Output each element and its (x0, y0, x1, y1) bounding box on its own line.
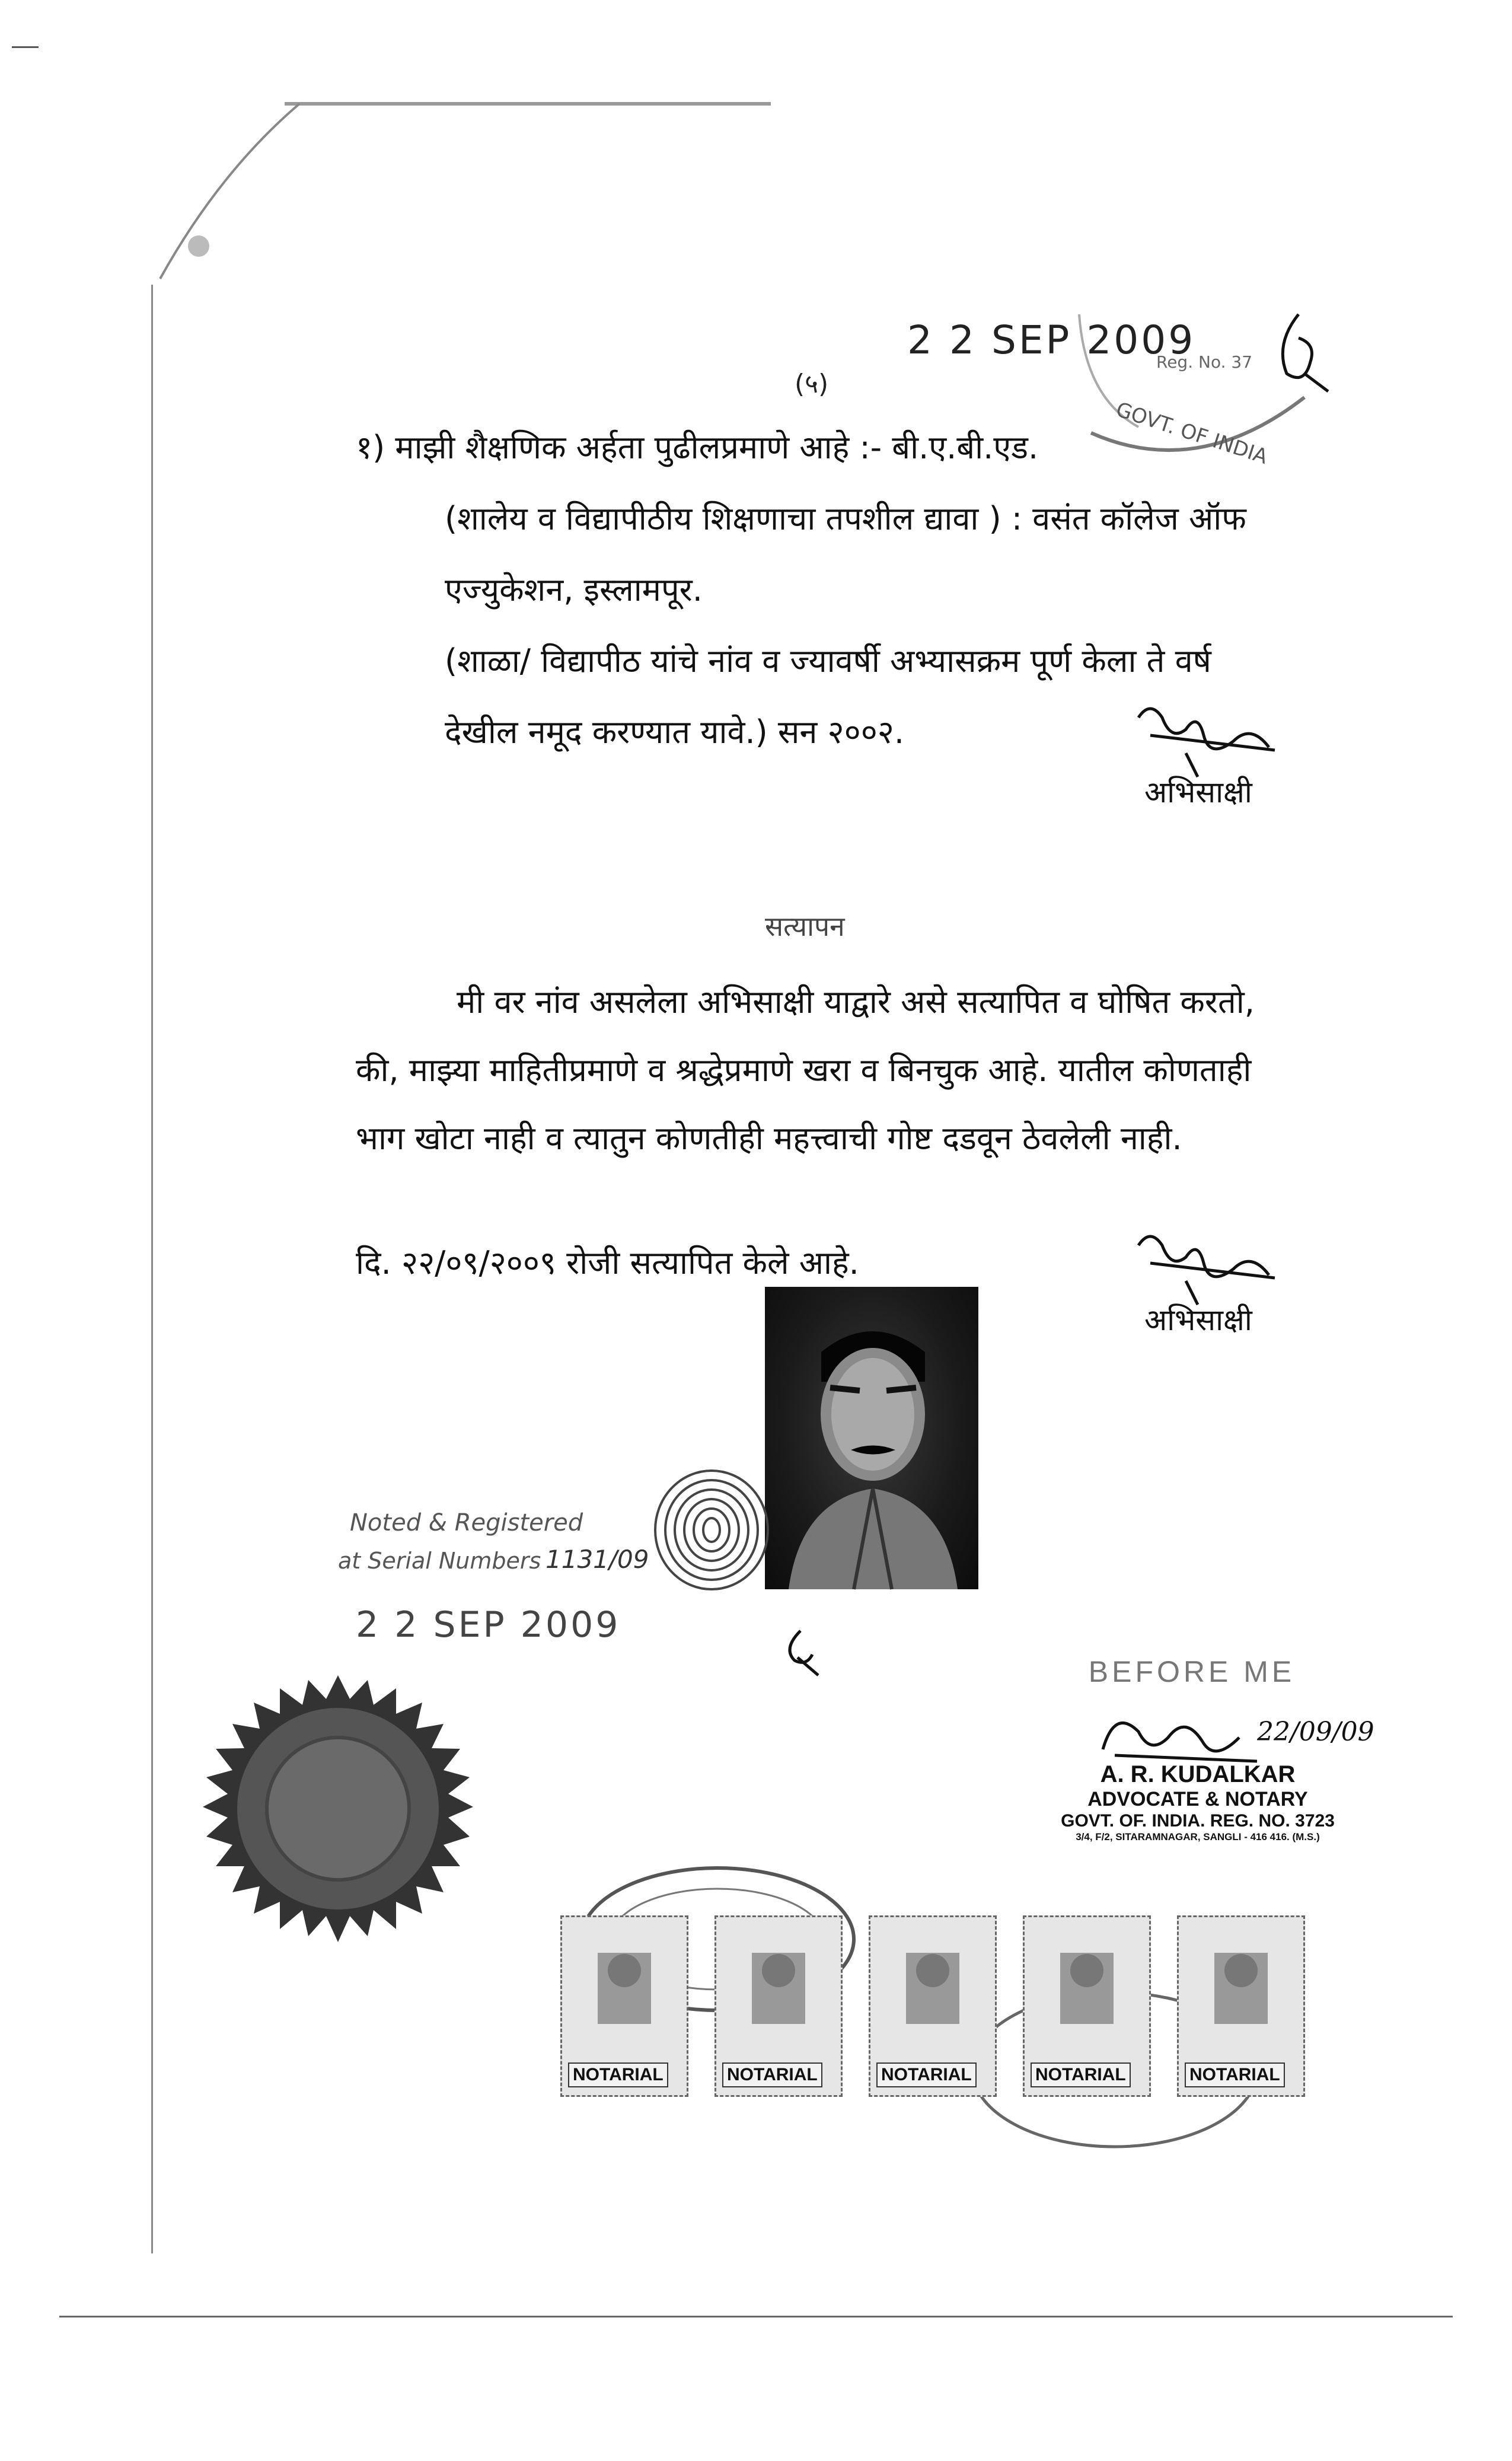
scan-edge-bottom (59, 2316, 1453, 2317)
verification-line-2: की, माझ्या माहितीप्रमाणे व श्रद्धेप्रमाणे खरा व बिनचुक आहे. यातील कोणताही (356, 1051, 1252, 1089)
qualification-line-5: देखील नमूद करण्यात यावे.) सन २००२. (445, 713, 905, 751)
photo-portrait (765, 1287, 978, 1589)
noted-serial-label: at Serial Numbers (338, 1548, 541, 1574)
verification-line-3: भाग खोटा नाही व त्यातुन कोणतीही महत्त्वाची गोष्ट दडवून ठेवलेली नाही. (356, 1120, 1182, 1157)
applicant-photo (765, 1287, 978, 1589)
witness-signature-2 (1115, 1222, 1293, 1311)
noted-date: 2 2 SEP 2009 (356, 1604, 621, 1646)
scan-edge-left (151, 285, 153, 2253)
govt-seal-reg-text: Reg. No. 37 (1156, 352, 1253, 372)
qualification-line-4: (शाळा/ विद्यापीठ यांचे नांव व ज्यावर्षी अभ्यासक्रम पूर्ण केला ते वर्ष (445, 642, 1211, 680)
qualification-line-3: एज्युकेशन, इस्लामपूर. (445, 571, 703, 608)
notarial-stamp-1-label: NOTARIAL (568, 2062, 668, 2087)
verification-date-line: दि. २२/०९/२००९ रोजी सत्यापित केले आहे. (356, 1244, 859, 1281)
notary-name: A. R. KUDALKAR (1100, 1761, 1296, 1787)
noted-initials-icon (777, 1625, 824, 1678)
qualification-line-1: १) माझी शैक्षणिक अर्हता पुढीलप्रमाणे आहे :- बी.ए.बी.एड. (356, 429, 1039, 466)
notarial-stamp-3 (869, 1915, 997, 2097)
notary-title: ADVOCATE & NOTARY (1087, 1788, 1308, 1810)
emblem-icon (1025, 1917, 1149, 2054)
witness-signature-1 (1115, 694, 1293, 783)
notarial-stamp-2 (714, 1915, 843, 2097)
qualification-line-2: (शालेय व विद्यापीठीय शिक्षणाचा तपशील द्यावा ) : वसंत कॉलेज ऑफ (445, 500, 1246, 537)
notarial-stamp-5 (1177, 1915, 1305, 2097)
notarial-stamp-1 (560, 1915, 688, 2097)
notary-details (1032, 1761, 1364, 1843)
stamp-initials-icon (1263, 308, 1334, 397)
scan-edge-topfold (285, 102, 771, 106)
stamp-date: 2 2 SEP 2009 (907, 317, 1196, 363)
verification-heading: सत्यापन (765, 910, 845, 942)
emblem-icon (716, 1917, 841, 2054)
notarial-stamp-3-label: NOTARIAL (876, 2062, 977, 2087)
noted-serial-number: 1131/09 (546, 1545, 649, 1574)
notary-before-me: BEFORE ME (1088, 1655, 1296, 1688)
scan-fold-corner (148, 101, 302, 291)
verification-line-1: मी वर नांव असलेला अभिसाक्षी याद्वारे असे सत्यापित व घोषित करतो, (457, 983, 1255, 1021)
emblem-icon (562, 1917, 687, 2054)
notarial-stamp-4-label: NOTARIAL (1031, 2062, 1131, 2087)
scan-edge-top (12, 46, 39, 48)
thumbprint (643, 1459, 780, 1601)
notary-reg: GOVT. OF. INDIA. REG. NO. 3723 (1061, 1811, 1335, 1831)
notarial-stamp-5-label: NOTARIAL (1185, 2062, 1285, 2087)
emblem-icon (870, 1917, 995, 2054)
govt-seal-text: GOVT. OF INDIA (1113, 397, 1271, 469)
notary-embossed-seal (178, 1675, 498, 1984)
witness-label-1: अभिसाक्षी (1144, 775, 1252, 809)
noted-registered: Noted & Registered (350, 1509, 583, 1536)
notary-block (1020, 1655, 1364, 1689)
notary-address: 3/4, F/2, SITARAMNAGAR, SANGLI - 416 416. (M.S.) (1076, 1831, 1320, 1842)
witness-label-2: अभिसाक्षी (1144, 1303, 1252, 1337)
notarial-stamp-2-label: NOTARIAL (722, 2062, 822, 2087)
emblem-icon (1179, 1917, 1303, 2054)
page-number: (५) (795, 369, 829, 399)
notary-sign-date: 22/09/09 (1257, 1717, 1374, 1747)
notarial-stamp-4 (1023, 1915, 1151, 2097)
